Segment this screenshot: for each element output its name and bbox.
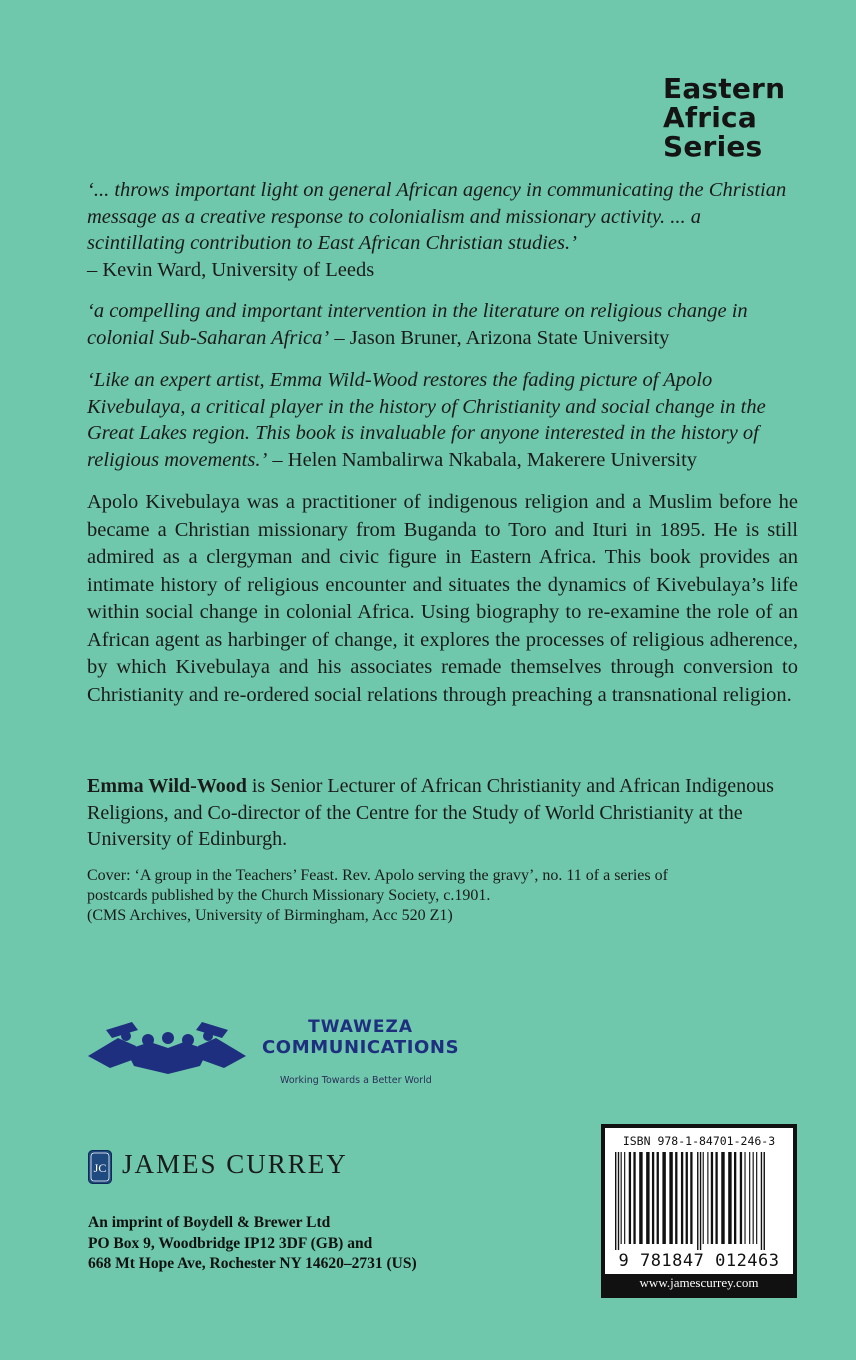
barcode-bar xyxy=(652,1152,654,1244)
review-quote-3 xyxy=(87,367,798,473)
barcode-bar xyxy=(740,1152,742,1244)
series-title xyxy=(663,74,785,161)
barcode-bar xyxy=(621,1152,622,1244)
barcode-bar xyxy=(629,1152,631,1244)
book-description: Apolo Kivebulaya was a practitioner of indigenous religion and a Muslim before he became a Christian missionary from Buganda to Toro and Ituri in 1895. He is still admired as a clergyman and civic figure in Eastern Africa. This book provides an intimate history of religious encounter and situates the dynamics of Kivebulaya’s life within social change in colonial Africa. Using biography to re-examine the role of an African agent as harbinger of change, it explores the processes of religious adherence, by which Kivebulaya and his associates remade themselves through conversion to Christianity and re-ordered social relations through preaching a transnational religion. xyxy=(87,491,798,706)
isbn-text: ISBN 978-1-84701-246-3 xyxy=(622,1134,776,1148)
quote-text: ‘... throws important light on general African agency in communicating the Christian message as a creative response to colonialism and missionary activity. ... a scintillating contribution to East African Christian studies.’ xyxy=(87,179,787,254)
barcode-bars xyxy=(613,1152,787,1250)
series-title-line2: Africa xyxy=(663,101,757,134)
barcode-bar xyxy=(697,1152,698,1250)
barcode-bar xyxy=(756,1152,757,1244)
barcode-bar xyxy=(749,1152,750,1244)
jc-monogram-text: JC xyxy=(93,1161,107,1175)
cover-credit xyxy=(87,866,807,926)
barcode-bar xyxy=(624,1152,625,1244)
barcode-bar xyxy=(618,1152,619,1250)
barcode-bar xyxy=(753,1152,754,1244)
barcode-bar xyxy=(711,1152,713,1244)
cover-credit-line3: (CMS Archives, University of Birmingham, Acc 520 Z1) xyxy=(87,907,453,924)
author-bio-text: is Senior Lecturer of African Christianity and African Indigenous Religions, and Co-director of the Centre for the Study of World Christianity at the University of Edinburgh. xyxy=(87,775,774,850)
barcode-bar xyxy=(615,1152,616,1250)
barcode-bar xyxy=(639,1152,642,1244)
imprint-line1: An imprint of Boydell & Brewer Ltd xyxy=(88,1214,331,1231)
quote-text: ‘a compelling and important intervention in the literature on religious change in colonial Sub-Saharan Africa’ xyxy=(87,300,748,349)
barcode-bar xyxy=(744,1152,745,1244)
author-bio xyxy=(87,773,798,853)
twaweza-tagline: Working Towards a Better World xyxy=(280,1075,432,1086)
barcode-bar xyxy=(646,1152,649,1244)
series-title-line1: Eastern xyxy=(663,72,786,105)
barcode-digits: 9 781847 012463 xyxy=(618,1251,780,1271)
twaweza-name-line2: COMMUNICATIONS xyxy=(262,1037,460,1058)
barcode-bar xyxy=(707,1152,708,1244)
barcode-bar xyxy=(703,1152,704,1244)
barcode-bar xyxy=(734,1152,736,1244)
publisher-website: www.jamescurrey.com xyxy=(639,1275,759,1290)
james-currey-monogram-icon xyxy=(88,1150,112,1184)
barcode-bar xyxy=(669,1152,672,1244)
review-quote-1 xyxy=(87,177,798,283)
imprint-line3: 668 Mt Hope Ave, Rochester NY 14620–2731 (US) xyxy=(88,1255,417,1272)
imprint-line2: PO Box 9, Woodbridge IP12 3DF (GB) and xyxy=(88,1234,373,1252)
series-title-line3: Series xyxy=(663,130,763,163)
barcode-bar xyxy=(764,1152,765,1250)
author-name: Emma Wild-Wood xyxy=(87,775,247,797)
barcode-label xyxy=(605,1128,793,1274)
review-quote-2 xyxy=(87,298,798,351)
twaweza-name-line1: TWAWEZA xyxy=(308,1017,413,1037)
barcode-bar xyxy=(728,1152,731,1244)
quote-attribution: – Kevin Ward, University of Leeds xyxy=(87,258,375,281)
publisher-name: JAMES CURREY xyxy=(122,1149,348,1179)
barcode-bar xyxy=(761,1152,762,1250)
barcode-bar xyxy=(686,1152,688,1244)
quote-attribution: – Helen Nambalirwa Nkabala, Makerere University xyxy=(267,448,698,471)
barcode-panel xyxy=(601,1124,797,1298)
barcode-bar xyxy=(690,1152,692,1244)
barcode-bar xyxy=(657,1152,659,1244)
quote-text: ‘Like an expert artist, Emma Wild-Wood restores the fading picture of Apolo Kivebulaya, a critical player in the history of Christianity and social change in the Great Lakes region. This book is invaluable for anyone interested in the history of religious movements.’ xyxy=(87,369,766,471)
barcode-bar xyxy=(715,1152,717,1244)
people-group-logo-icon xyxy=(88,1016,246,1074)
cover-credit-line1: Cover: ‘A group in the Teachers’ Feast. Rev. Apolo serving the gravy’, no. 11 of a series of xyxy=(87,867,668,884)
barcode-bar xyxy=(681,1152,683,1244)
twaweza-name xyxy=(262,1017,459,1059)
barcode-bar xyxy=(721,1152,724,1244)
publisher-imprint xyxy=(88,1213,417,1275)
barcode-bar xyxy=(675,1152,677,1244)
barcode-bar xyxy=(633,1152,635,1244)
barcode-bar xyxy=(700,1152,701,1250)
quote-attribution: – Jason Bruner, Arizona State University xyxy=(329,326,670,349)
barcode-bar xyxy=(662,1152,665,1244)
cover-credit-line2: postcards published by the Church Missionary Society, c.1901. xyxy=(87,887,491,904)
